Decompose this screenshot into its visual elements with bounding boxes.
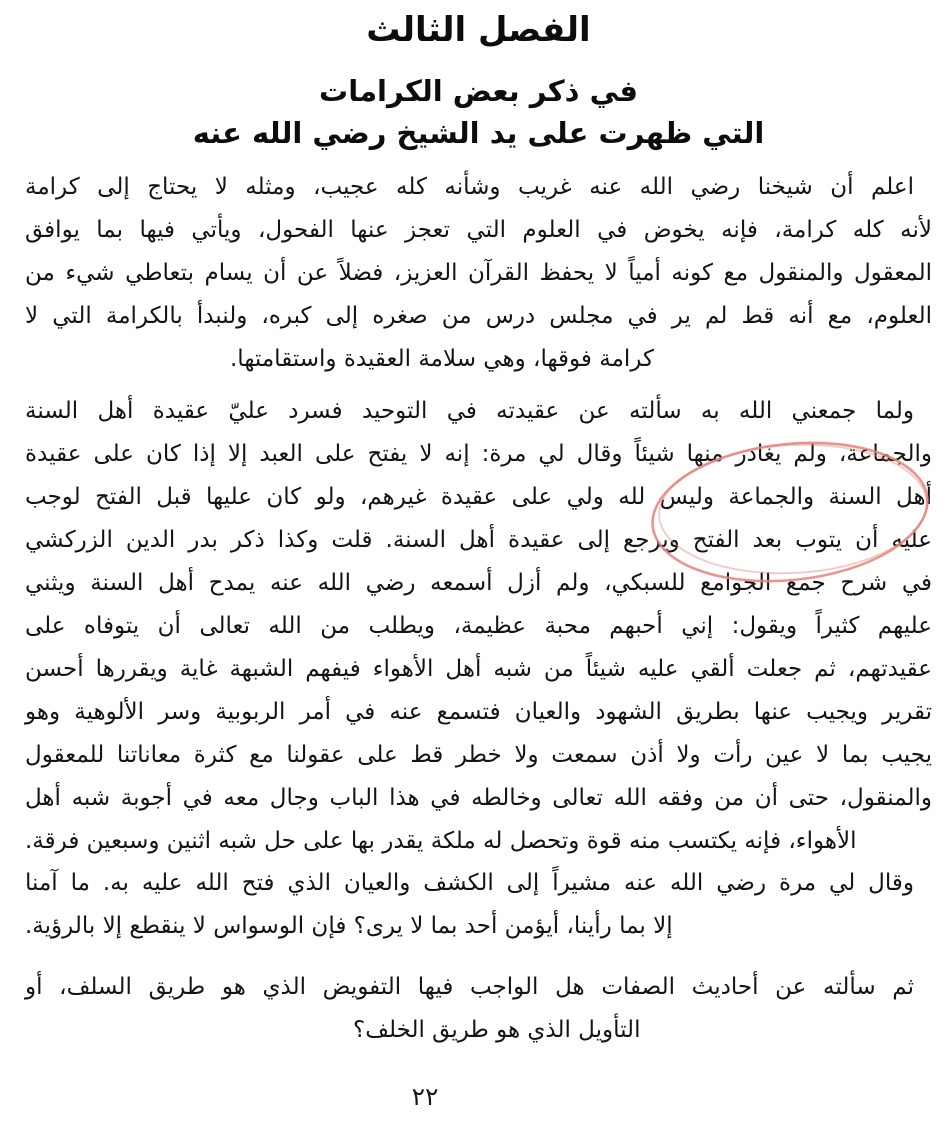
page-number-row [0,1082,944,1111]
text-line: اعلم أن شيخنا رضي الله عنه غريب وشأنه كله عجيب، ومثله لا يحتاج إلى كرامة [25,174,914,200]
text-line: لأنه كله كرامة، فإنه يخوض في العلوم التي تعجز عنها الفحول، ويأتي فيها بما يوافق [25,217,932,243]
text-line: يجيب بما لا عين رأت ولا أذن سمعت ولا خطر قط على عقولنا مع كثرة معاناتنا للمعقول [25,742,932,768]
paragraph-1 [25,166,932,381]
text-line-circled: أهل السنة والجماعة وليس لله ولي على عقيدة غيرهم، ولو كان عليها قبل الفتح لوجب [25,484,932,510]
text-line: التأويل الذي هو طريق الخلف؟ [353,1017,641,1043]
text-line-circled: عليه أن يتوب بعد الفتح ويرجع إلى عقيدة أهل السنة. قلت وكذا ذكر بدر الدين الزركشي [25,527,932,553]
chapter-subtitle-line1: في ذكر بعض الكرامات [319,74,638,108]
text-line: عليهم كثيراً ويقول: إني أحبهم محبة عظيمة، ويطلب من الله تعالى أن يتوفاه على [25,613,932,639]
text-line: عقيدتهم، ثم جعلت ألقي عليه شيئاً من شبه أهل الأهواء فيفهم الشبهة غاية ويقررها أحسن [25,656,932,682]
text-line-circled: والجماعة، ولم يغادر منها شيئاً وقال لي مرة: إنه لا يفتح على العبد إلا إذا كان على عقيدة [25,441,932,467]
chapter-subtitle-line2: التي ظهرت على يد الشيخ رضي الله عنه [192,116,765,150]
text-line: كرامة فوقها، وهي سلامة العقيدة واستقامتها. [230,346,654,372]
paragraph-2 [25,390,932,863]
text-line: ولما جمعني الله به سألته عن عقيدته في التوحيد فسرد عليّ عقيدة أهل السنة [25,398,914,424]
text-line: تقرير ويجيب عنها بطريق الشهود والعيان فتسمع عنه في أمر الربوبية وسر الألوهية وهو [25,699,932,725]
chapter-title: الفصل الثالث [366,10,591,50]
paragraph-3 [25,862,932,948]
text-line: العلوم، مع أنه قط لم ير في مجلس درس من صغره إلى كبره، ولنبدأ بالكرامة التي لا [25,303,932,329]
text-line: إلا بما رأينا، أيؤمن أحد بما لا يرى؟ فإن الوسواس لا ينقطع إلا بالرؤية. [25,913,673,939]
text-line: وقال لي مرة رضي الله عنه مشيراً إلى الكشف والعيان الذي فتح الله عليه به. ما آمنا [25,870,914,896]
text-line: في شرح جمع الجوامع للسبكي، ولم أزل أسمعه رضي الله عنه يمدح أهل السنة ويثني [25,570,932,596]
page-number: ٢٢ [411,1082,439,1111]
paragraph-4 [25,966,932,1052]
text-line: والمنقول، حتى أن من وفقه الله تعالى وخالطه في هذا الباب وجال معه في أجوبة شبه أهل [25,785,932,811]
text-line: ثم سألته عن أحاديث الصفات هل الواجب فيها التفويض الذي هو طريق السلف، أو [25,974,914,1000]
text-line: الأهواء، فإنه يكتسب منه قوة وتحصل له ملكة يقدر بها على حل شبه اثنين وسبعين فرقة. [25,828,857,854]
text-line: المعقول والمنقول مع كونه أمياً لا يحفظ القرآن العزيز، فضلاً عن أن يسام بتعاطي شيء من [25,260,932,286]
